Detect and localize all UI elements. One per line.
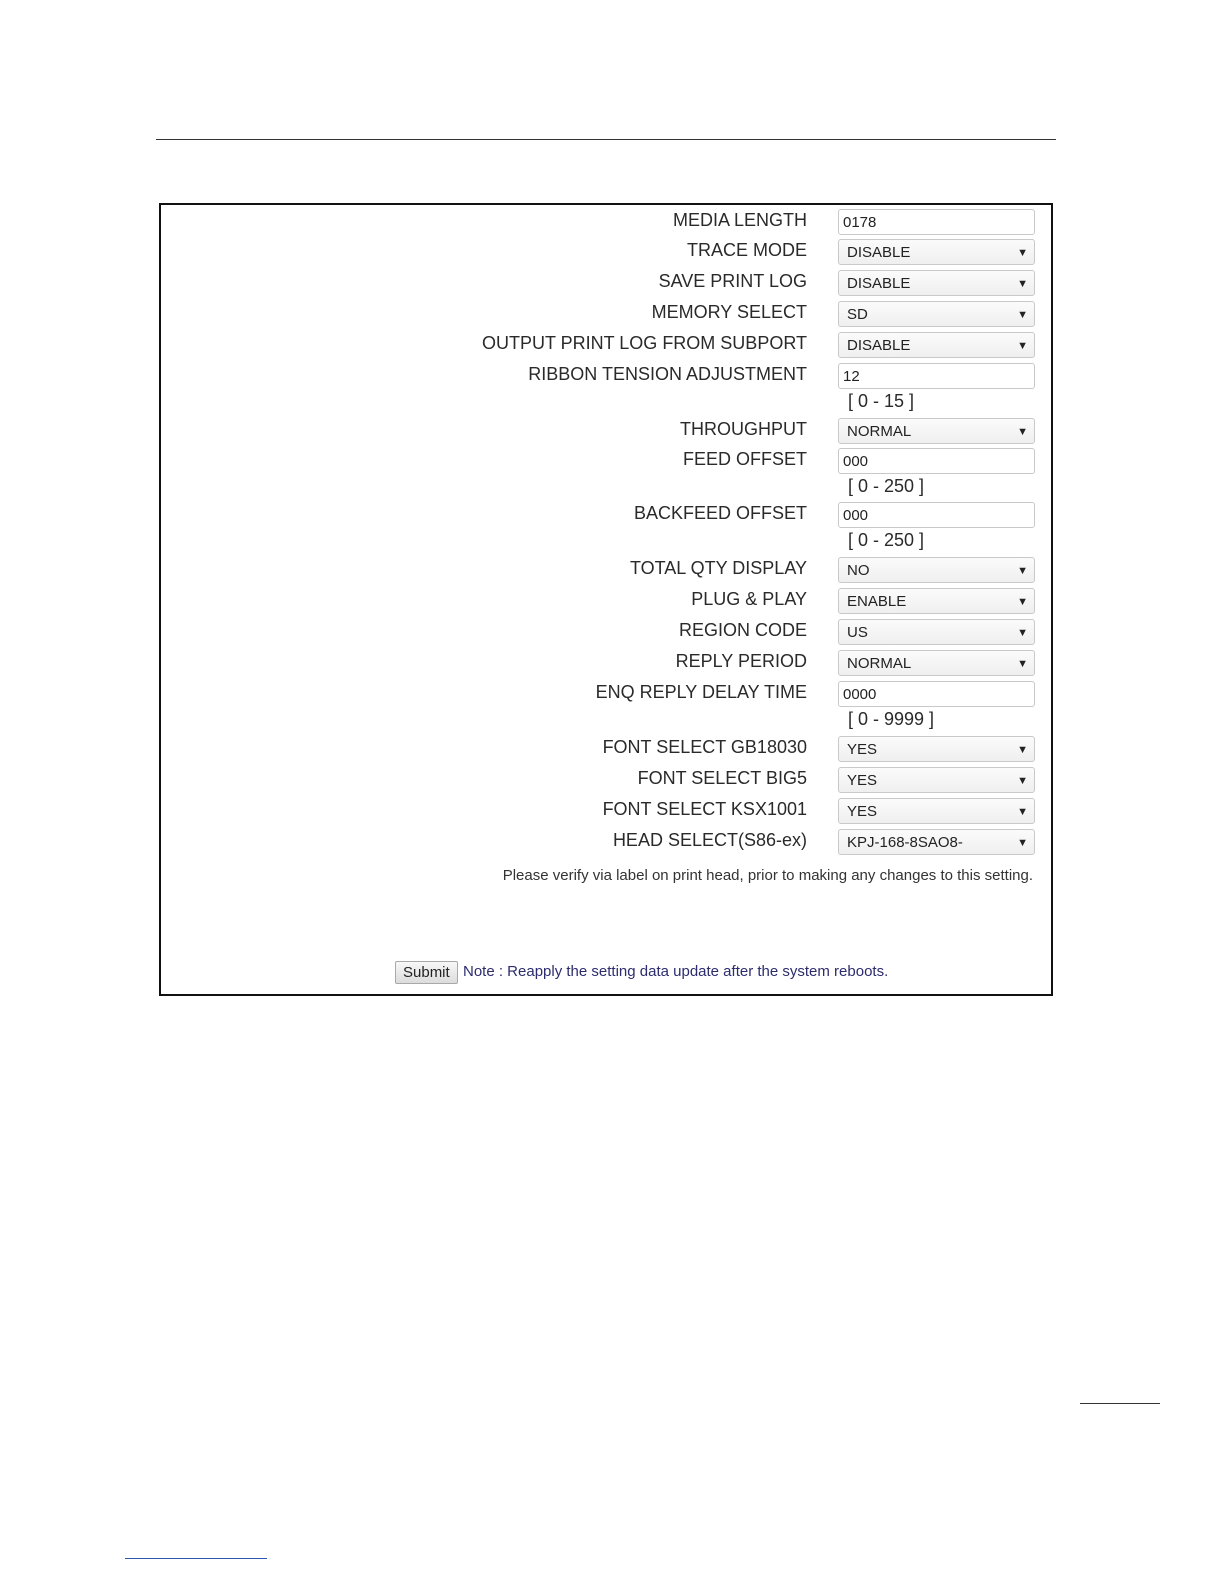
font-ksx1001-value: YES <box>847 803 878 820</box>
media-length-input[interactable]: 0178 <box>838 209 1035 235</box>
chevron-down-icon: ▼ <box>1017 837 1028 849</box>
label-font-gb18030: FONT SELECT GB18030 <box>602 737 807 757</box>
label-total-qty-display: TOTAL QTY DISPLAY <box>629 558 807 578</box>
font-ksx1001-select[interactable] <box>838 798 1035 824</box>
memory-select-select[interactable] <box>838 301 1035 327</box>
reply-period-select[interactable] <box>838 650 1035 676</box>
throughput-select[interactable] <box>838 418 1035 444</box>
label-head-select: HEAD SELECT(S86-ex) <box>612 830 807 850</box>
throughput-value: NORMAL <box>847 423 912 440</box>
chevron-down-icon: ▼ <box>1017 278 1028 290</box>
label-media-length: MEDIA LENGTH <box>672 210 807 230</box>
font-big5-value: YES <box>847 772 878 789</box>
chevron-down-icon: ▼ <box>1017 775 1028 787</box>
footer-link-underline <box>125 1558 267 1559</box>
head-select-value: KPJ-168-8SAO8- <box>847 834 963 851</box>
header-rule <box>156 139 1056 140</box>
feed-offset-input[interactable]: 000 <box>838 448 1035 474</box>
submit-button[interactable]: Submit <box>395 961 458 984</box>
chevron-down-icon: ▼ <box>1017 247 1028 259</box>
label-region-code: REGION CODE <box>678 620 807 640</box>
label-enq-reply-delay: ENQ REPLY DELAY TIME <box>595 682 807 702</box>
chevron-down-icon: ▼ <box>1017 806 1028 818</box>
total-qty-display-value: NO <box>847 562 870 579</box>
output-print-log-value: DISABLE <box>847 337 911 354</box>
label-plug-and-play: PLUG & PLAY <box>691 589 807 609</box>
chevron-down-icon: ▼ <box>1017 658 1028 670</box>
chevron-down-icon: ▼ <box>1017 340 1028 352</box>
chevron-down-icon: ▼ <box>1017 309 1028 321</box>
settings-panel <box>159 203 1053 996</box>
label-reply-period: REPLY PERIOD <box>675 651 807 671</box>
label-ribbon-tension: RIBBON TENSION ADJUSTMENT <box>528 364 807 384</box>
memory-select-value: SD <box>847 306 868 323</box>
plug-and-play-value: ENABLE <box>847 593 907 610</box>
save-print-log-select[interactable] <box>838 270 1035 296</box>
head-select-select[interactable] <box>838 829 1035 855</box>
font-big5-select[interactable] <box>838 767 1035 793</box>
chevron-down-icon: ▼ <box>1017 565 1028 577</box>
label-save-print-log: SAVE PRINT LOG <box>658 271 807 291</box>
save-print-log-value: DISABLE <box>847 275 911 292</box>
font-gb18030-value: YES <box>847 741 878 758</box>
backfeed-offset-input[interactable]: 000 <box>838 502 1035 528</box>
enq-reply-delay-input[interactable]: 0000 <box>838 681 1035 707</box>
label-trace-mode: TRACE MODE <box>686 240 807 260</box>
chevron-down-icon: ▼ <box>1017 596 1028 608</box>
font-gb18030-select[interactable] <box>838 736 1035 762</box>
reboot-note: Note : Reapply the setting data update after the system reboots. <box>463 963 889 980</box>
enq-reply-delay-range: [ 0 - 9999 ] <box>848 709 935 729</box>
region-code-select[interactable] <box>838 619 1035 645</box>
label-font-ksx1001: FONT SELECT KSX1001 <box>602 799 807 819</box>
trace-mode-value: DISABLE <box>847 244 911 261</box>
label-throughput: THROUGHPUT <box>680 419 807 439</box>
label-memory-select: MEMORY SELECT <box>651 302 807 322</box>
reply-period-value: NORMAL <box>847 655 912 672</box>
total-qty-display-select[interactable] <box>838 557 1035 583</box>
label-output-print-log: OUTPUT PRINT LOG FROM SUBPORT <box>481 333 807 353</box>
trace-mode-select[interactable] <box>838 239 1035 265</box>
verify-notice: Please verify via label on print head, prior to making any changes to this setting. <box>502 867 1033 884</box>
ribbon-tension-range: [ 0 - 15 ] <box>848 391 915 411</box>
plug-and-play-select[interactable] <box>838 588 1035 614</box>
label-backfeed-offset: BACKFEED OFFSET <box>633 503 807 523</box>
ribbon-tension-input[interactable]: 12 <box>838 363 1035 389</box>
region-code-value: US <box>847 624 868 641</box>
chevron-down-icon: ▼ <box>1017 426 1028 438</box>
output-print-log-select[interactable] <box>838 332 1035 358</box>
chevron-down-icon: ▼ <box>1017 744 1028 756</box>
label-feed-offset: FEED OFFSET <box>682 449 807 469</box>
label-font-big5: FONT SELECT BIG5 <box>637 768 807 788</box>
footer-rule <box>1080 1403 1160 1404</box>
feed-offset-range: [ 0 - 250 ] <box>848 476 925 496</box>
chevron-down-icon: ▼ <box>1017 627 1028 639</box>
backfeed-offset-range: [ 0 - 250 ] <box>848 530 925 550</box>
